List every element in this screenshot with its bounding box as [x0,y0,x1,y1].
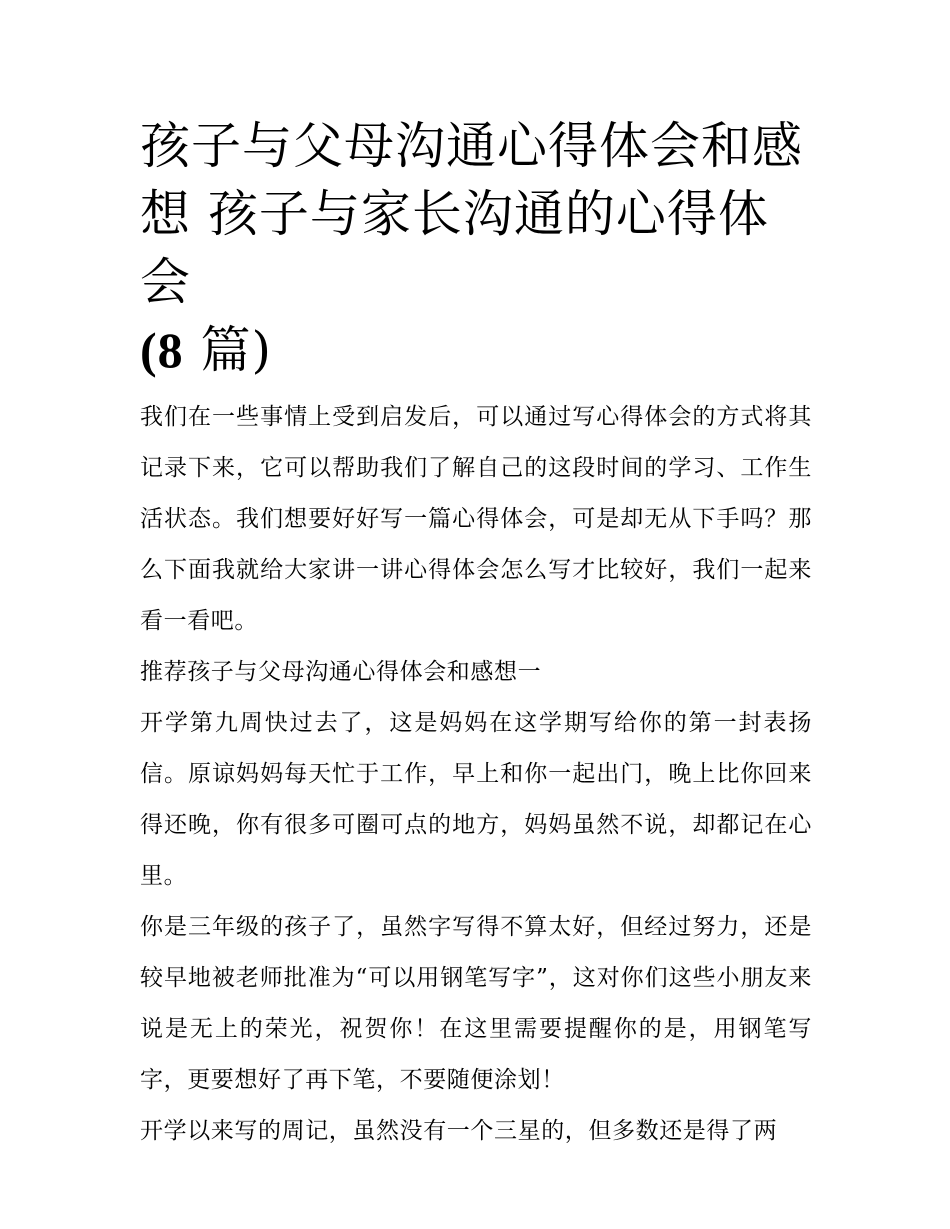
paragraph: 你是三年级的孩子了，虽然字写得不算太好，但经过努力，还是较早地被老师批准为“可以用钢笔写字”，这对你们这些小朋友来说是无上的荣光，祝贺你！在这里需要提醒你的是，用钢笔写字，更要想好了再下笔，不要随便涂划！ [140,914,812,1093]
document-title [140,112,812,384]
paragraph-intro: 我们在一些事情上受到启发后，可以通过写心得体会的方式将其记录下来，它可以帮助我们了解自己的这段时间的学习、工作生活状态。我们想要好好写一篇心得体会，可是却无从下手吗？那么下面我就给大家讲一讲心得体会怎么写才比较好，我们一起来看一看吧。 [140,404,812,634]
document-page [140,112,812,1157]
title-line-2: 想 孩子与家长沟通的心得体会 [140,185,769,311]
document-body [140,392,812,1157]
section-heading: 推荐孩子与父母沟通心得体会和感想一 [140,659,542,685]
paragraph: 开学第九周快过去了，这是妈妈在这学期写给你的第一封表扬信。原谅妈妈每天忙于工作，早上和你一起出门，晚上比你回来得还晚，你有很多可圈可点的地方，妈妈虽然不说，却都记在心里。 [140,710,812,889]
title-paren-open: ( [140,322,158,378]
title-number: 8 [157,322,184,378]
title-suffix: 篇) [183,321,273,379]
title-line-1: 孩子与父母沟通心得体会和感 [140,117,803,175]
paragraph: 开学以来写的周记，虽然没有一个三星的，但多数还是得了两 [140,1118,778,1144]
